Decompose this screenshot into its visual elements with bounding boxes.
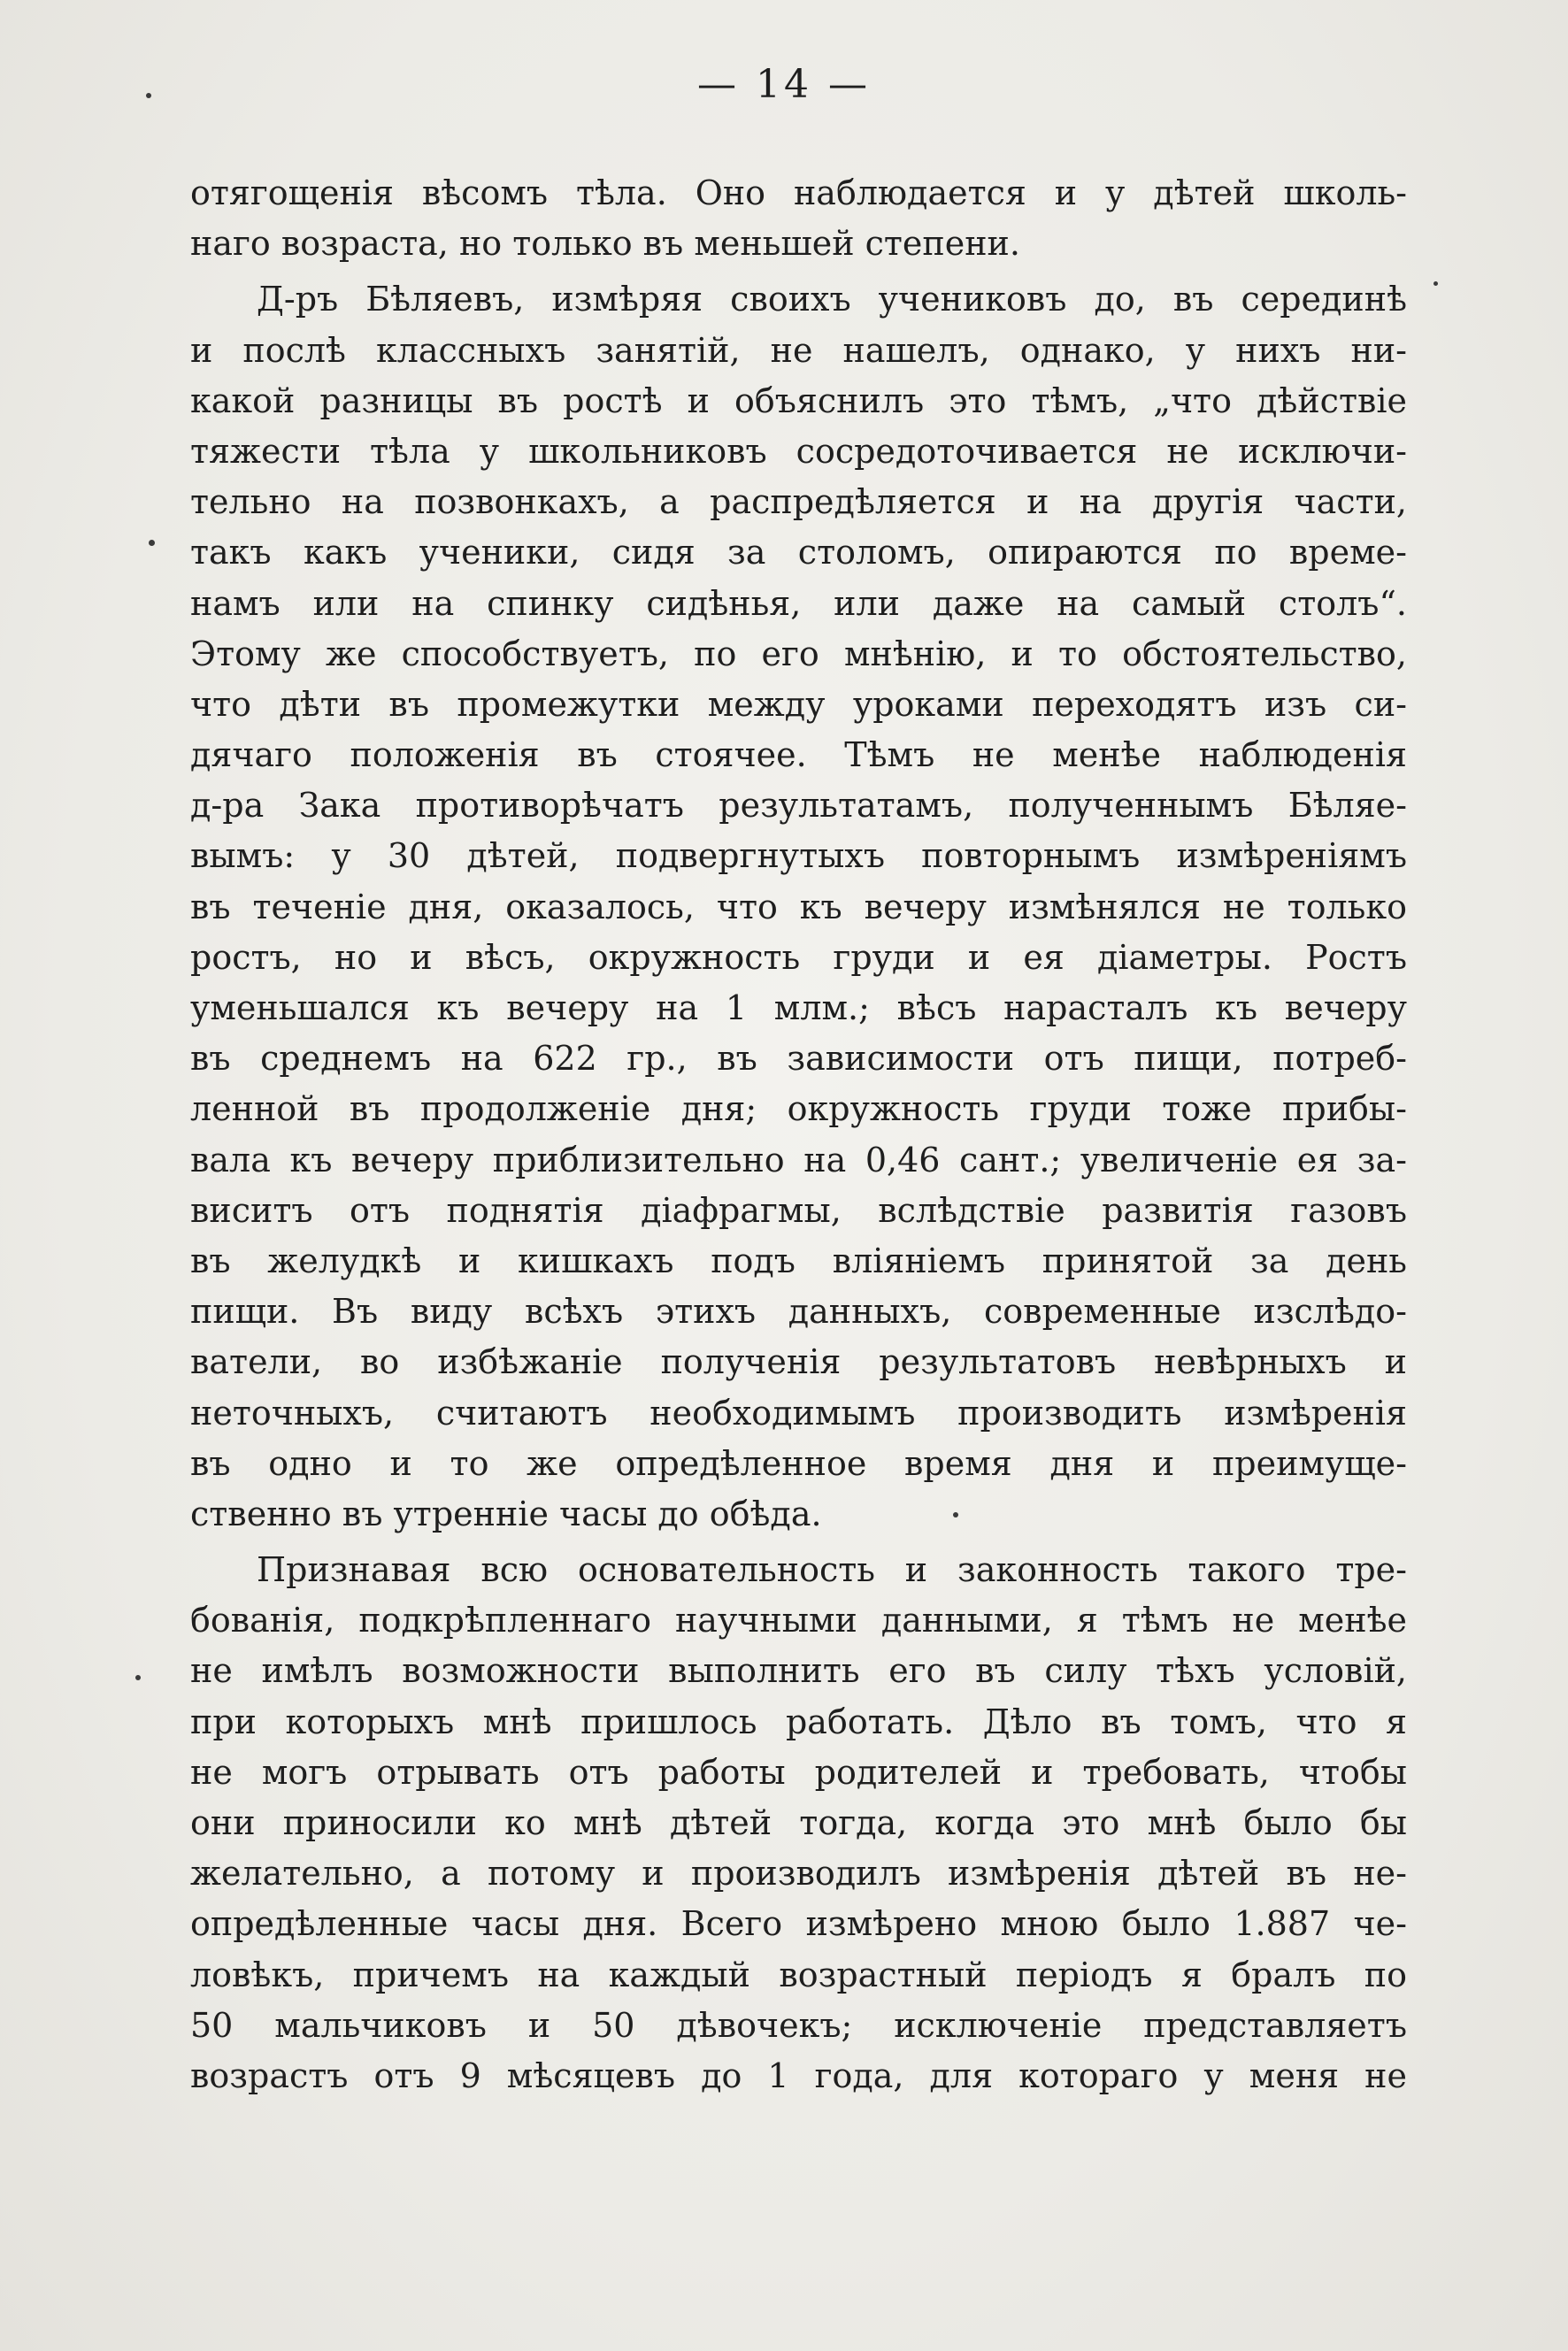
text-line: ватели, во избѣжаніе полученія результатовъ невѣрныхъ и xyxy=(190,1342,1407,1382)
text-line: тяжести тѣла у школьниковъ сосредоточивается не исключи- xyxy=(190,431,1407,471)
text-line: ленной въ продолженіе дня; окружность груди тоже прибы- xyxy=(190,1089,1407,1129)
text-line: ственно въ утренніе часы до обѣда. xyxy=(190,1494,822,1533)
scan-speck xyxy=(149,540,155,546)
paragraph-1 xyxy=(190,168,1407,269)
paragraph-2 xyxy=(190,274,1407,1540)
text-line: 50 мальчиковъ и 50 дѣвочекъ; исключеніе представляетъ xyxy=(190,2005,1407,2045)
text-line: и послѣ классныхъ занятій, не нашелъ, однако, у нихъ ни- xyxy=(190,330,1407,370)
text-line: бованія, подкрѣпленнаго научными данными, я тѣмъ не менѣе xyxy=(190,1601,1407,1640)
text-line: наго возраста, но только въ меньшей степени. xyxy=(190,224,1020,264)
text-line: они приносили ко мнѣ дѣтей тогда, когда это мнѣ было бы xyxy=(190,1803,1407,1842)
scan-speck xyxy=(1433,281,1438,286)
text-line: въ одно и то же опредѣленное время дня и преимуще- xyxy=(190,1443,1407,1483)
text-line: неточныхъ, считаютъ необходимымъ производить измѣренія xyxy=(190,1393,1407,1433)
text-line: ловѣкъ, причемъ на каждый возрастный періодъ я бралъ по xyxy=(190,1955,1407,1994)
text-line: въ желудкѣ и кишкахъ подъ вліяніемъ принятой за день xyxy=(190,1241,1407,1280)
body-text xyxy=(190,168,1407,2101)
text-line: Этому же способствуетъ, по его мнѣнію, и то обстоятельство, xyxy=(190,634,1407,673)
scan-speck xyxy=(953,1512,958,1517)
scan-speck xyxy=(146,93,151,98)
text-line: дячаго положенія въ стоячее. Тѣмъ не менѣе наблюденія xyxy=(190,735,1407,775)
text-line: при которыхъ мнѣ пришлось работать. Дѣло въ томъ, что я xyxy=(190,1702,1407,1741)
text-line: тельно на позвонкахъ, а распредѣляется и на другія части, xyxy=(190,482,1407,522)
text-line: возрастъ отъ 9 мѣсяцевъ до 1 года, для котораго у меня не xyxy=(190,2055,1407,2095)
text-line: Д-ръ Бѣляевъ, измѣряя своихъ учениковъ до, въ серединѣ xyxy=(257,280,1407,319)
text-line: ростъ, но и вѣсъ, окружность груди и ея діаметры. Ростъ xyxy=(190,937,1407,977)
paragraph-3 xyxy=(190,1545,1407,2101)
text-line: не имѣлъ возможности выполнить его въ силу тѣхъ условій, xyxy=(190,1651,1407,1691)
page-number: — 14 — xyxy=(697,62,871,107)
text-line: Признавая всю основательность и законность такого тре- xyxy=(257,1550,1407,1590)
text-line: вала къ вечеру приблизительно на 0,46 сант.; увеличеніе ея за- xyxy=(190,1140,1407,1179)
scan-speck xyxy=(135,1675,141,1680)
text-line: виситъ отъ поднятія діафрагмы, вслѣдствіе развитія газовъ xyxy=(190,1190,1407,1230)
text-line: намъ или на спинку сидѣнья, или даже на самый столъ“. xyxy=(190,583,1407,623)
text-line: въ среднемъ на 622 гр., въ зависимости отъ пищи, потреб- xyxy=(190,1039,1407,1079)
text-line: какой разницы въ ростѣ и объяснилъ это тѣмъ, „что дѣйствіе xyxy=(190,380,1407,420)
text-line: вымъ: у 30 дѣтей, подвергнутыхъ повторнымъ измѣреніямъ xyxy=(190,836,1407,876)
text-line: что дѣти въ промежутки между уроками переходятъ изъ си- xyxy=(190,684,1407,724)
text-line: д-ра Зака противорѣчатъ результатамъ, полученнымъ Бѣляе- xyxy=(190,786,1407,826)
text-line: въ теченіе дня, оказалось, что къ вечеру измѣнялся не только xyxy=(190,887,1407,926)
text-line: пищи. Въ виду всѣхъ этихъ данныхъ, современные изслѣдо- xyxy=(190,1292,1407,1332)
text-line: такъ какъ ученики, сидя за столомъ, опираются по време- xyxy=(190,533,1407,572)
text-line: отягощенія вѣсомъ тѣла. Оно наблюдается и у дѣтей школь- xyxy=(190,173,1407,212)
text-line: опредѣленные часы дня. Всего измѣрено мною было 1.887 че- xyxy=(190,1904,1407,1944)
text-line: желательно, а потому и производилъ измѣренія дѣтей въ не- xyxy=(190,1854,1407,1894)
text-line: не могъ отрывать отъ работы родителей и требовать, чтобы xyxy=(190,1752,1407,1792)
text-line: уменьшался къ вечеру на 1 млм.; вѣсъ нарасталъ къ вечеру xyxy=(190,988,1407,1027)
